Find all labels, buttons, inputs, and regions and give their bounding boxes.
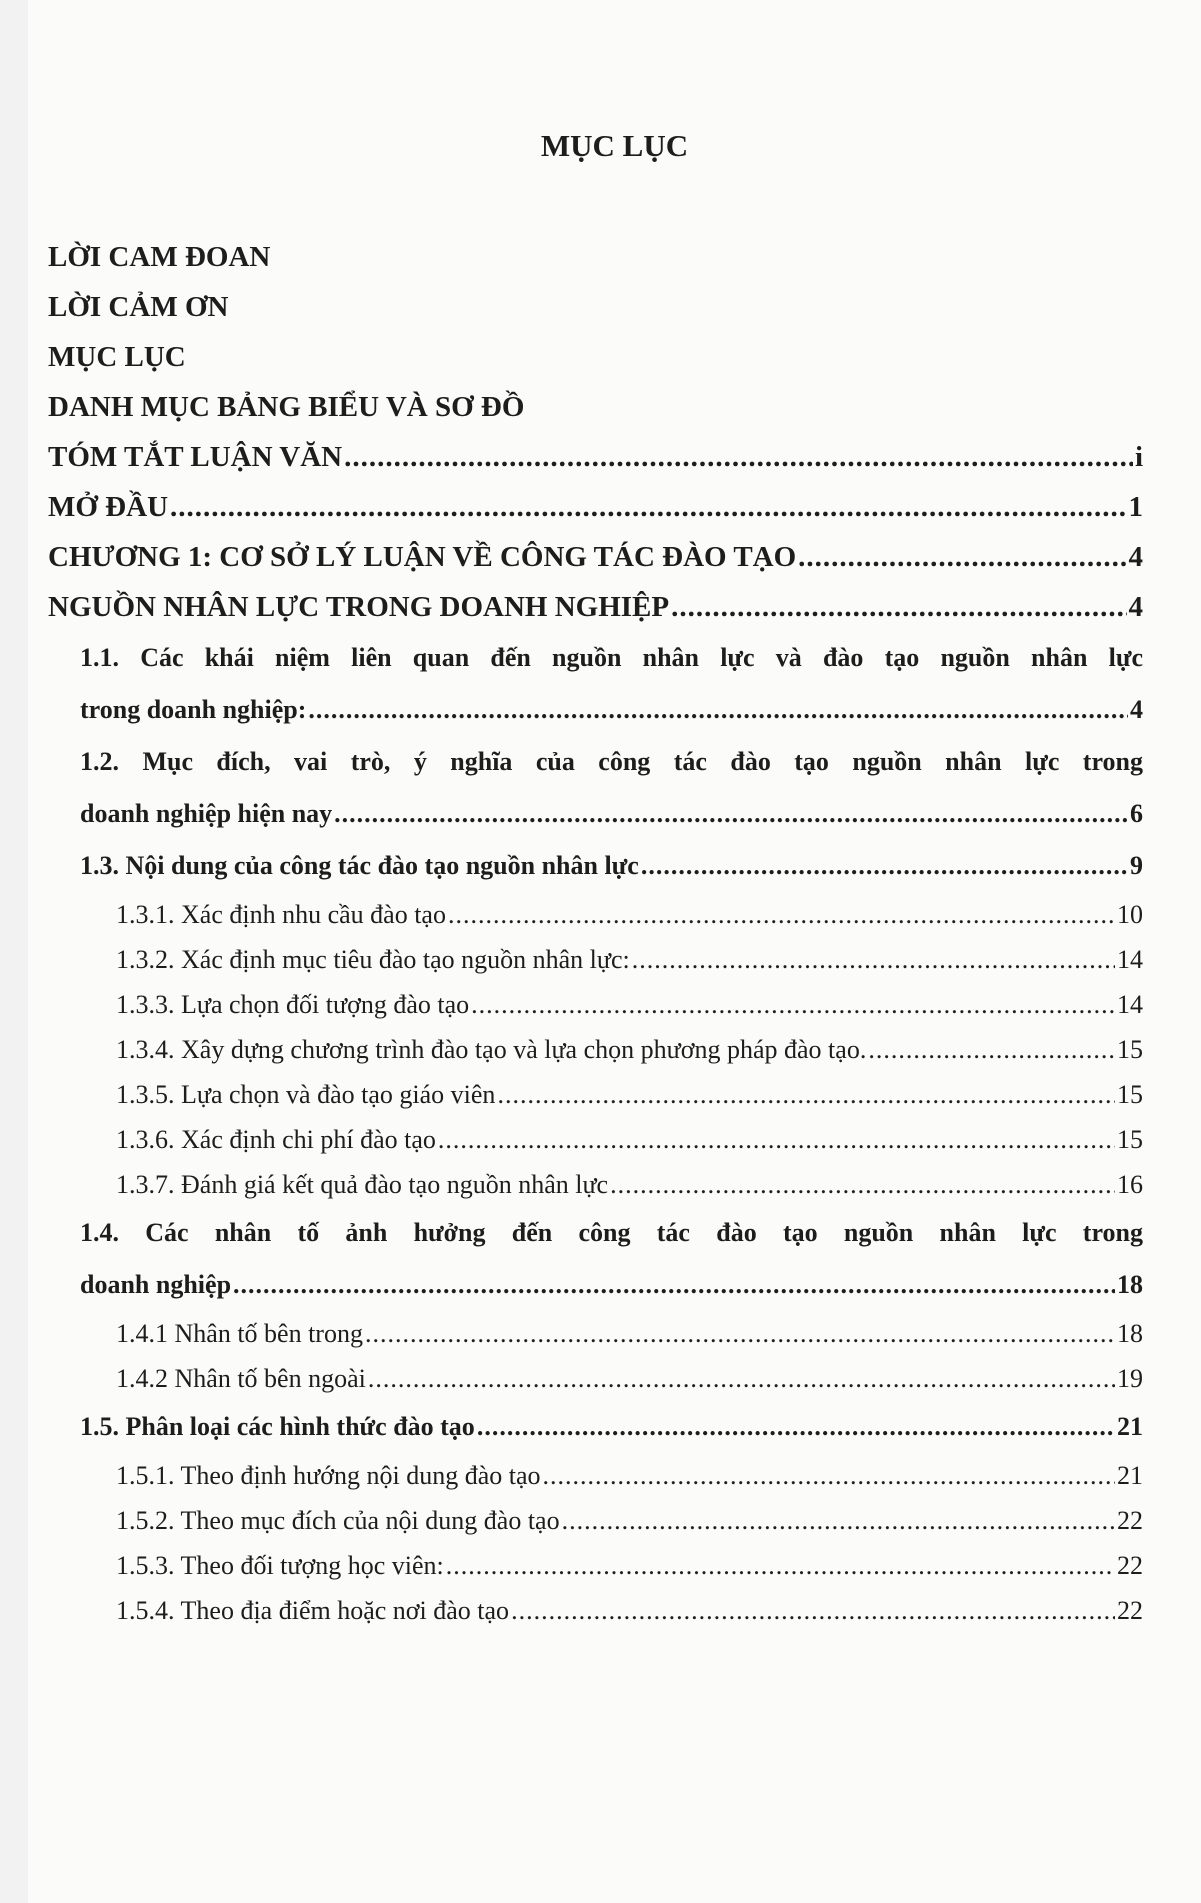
toc-entry-danh-muc-bang-bieu[interactable]: [48, 382, 1143, 432]
toc-entry-label: 1.4.2 Nhân tố bên ngoài: [116, 1364, 366, 1393]
toc-entry-label: 1.3. Nội dung của công tác đào tạo nguồn nhân lực: [80, 851, 639, 880]
dot-leader: [448, 892, 1115, 937]
toc-page-number: 4: [1130, 695, 1143, 724]
toc-entry-label: MỤC LỤC: [48, 341, 186, 373]
document-page: [28, 0, 1201, 1903]
toc-entry-1-1[interactable]: [80, 632, 1143, 736]
toc-page-number: 15: [1117, 1035, 1143, 1064]
toc-page-number: 10: [1117, 900, 1143, 929]
toc-entry-label: 1.3.3. Lựa chọn đối tượng đào tạo: [116, 990, 470, 1019]
table-of-contents: [48, 232, 1143, 1633]
toc-entry-label: 1.5.4. Theo địa điểm hoặc nơi đào tạo: [116, 1596, 510, 1625]
toc-entry-label: 1.5. Phân loại các hình thức đào tạo: [80, 1412, 475, 1441]
dot-leader: [368, 1356, 1115, 1401]
toc-entry-label: MỞ ĐẦU: [48, 491, 169, 523]
toc-entry-label: 1.3.2. Xác định mục tiêu đào tạo nguồn nhân lực:: [116, 945, 630, 974]
dot-leader: [798, 532, 1126, 582]
toc-entry-label: 1.5.2. Theo mục đích của nội dung đào tạo: [116, 1506, 560, 1535]
dot-leader: [365, 1311, 1115, 1356]
toc-entry-1-3[interactable]: [80, 840, 1143, 892]
dot-leader: [497, 1072, 1115, 1117]
toc-page-number: 6: [1130, 799, 1143, 828]
toc-page-number: 14: [1117, 990, 1143, 1019]
toc-entry-label: 1.5.1. Theo định hướng nội dung đào tạo: [116, 1461, 541, 1490]
toc-page-number: 9: [1130, 851, 1143, 880]
dot-leader: [543, 1453, 1115, 1498]
dot-leader: [868, 1027, 1115, 1072]
toc-entry-1-5-1[interactable]: [116, 1453, 1143, 1498]
toc-entry-loi-cam-doan[interactable]: [48, 232, 1143, 282]
toc-entry-label-line2: doanh nghiệp: [80, 1270, 232, 1299]
toc-page-number: 21: [1117, 1461, 1143, 1490]
toc-page-number: 18: [1117, 1270, 1143, 1299]
dot-leader: [671, 582, 1126, 632]
dot-leader: [610, 1162, 1115, 1207]
toc-entry-tom-tat[interactable]: [48, 432, 1143, 482]
dot-leader: [308, 684, 1128, 736]
dot-leader: [438, 1117, 1115, 1162]
dot-leader: [233, 1259, 1115, 1311]
toc-entry-label-line1: 1.2. Mục đích, vai trò, ý nghĩa của công tác đào tạo nguồn nhân lực trong: [80, 747, 1143, 776]
toc-page-number: 15: [1117, 1080, 1143, 1109]
toc-page-number: 1: [1128, 491, 1143, 523]
toc-page-number: 22: [1117, 1506, 1143, 1535]
dot-leader: [344, 432, 1133, 482]
dot-leader: [446, 1543, 1115, 1588]
toc-entry-1-3-3[interactable]: [116, 982, 1143, 1027]
toc-page-number: 19: [1117, 1364, 1143, 1393]
toc-entry-1-3-6[interactable]: [116, 1117, 1143, 1162]
toc-entry-1-3-4[interactable]: [116, 1027, 1143, 1072]
dot-leader: [170, 482, 1126, 532]
toc-page-number: i: [1134, 441, 1143, 473]
toc-entry-label: 1.3.1. Xác định nhu cầu đào tạo: [116, 900, 446, 929]
toc-page-number: 15: [1117, 1125, 1143, 1154]
toc-page-number: 21: [1117, 1412, 1143, 1441]
toc-page-number: 4: [1128, 591, 1143, 623]
toc-entry-1-5-4[interactable]: [116, 1588, 1143, 1633]
dot-leader: [511, 1588, 1115, 1633]
toc-entry-label: CHƯƠNG 1: CƠ SỞ LÝ LUẬN VỀ CÔNG TÁC ĐÀO TẠO: [48, 541, 797, 573]
toc-entry-label-line1: 1.4. Các nhân tố ảnh hưởng đến công tác đào tạo nguồn nhân lực trong: [80, 1218, 1143, 1247]
toc-entry-label: 1.4.1 Nhân tố bên trong: [116, 1319, 363, 1348]
toc-entry-chuong-1-subtitle[interactable]: [48, 582, 1143, 632]
toc-entry-label: LỜI CẢM ƠN: [48, 291, 229, 323]
toc-entry-label-line1: 1.1. Các khái niệm liên quan đến nguồn nhân lực và đào tạo nguồn nhân lực: [80, 643, 1143, 672]
toc-entry-label: LỜI CAM ĐOAN: [48, 241, 271, 273]
toc-page-number: 16: [1117, 1170, 1143, 1199]
dot-leader: [641, 840, 1128, 892]
toc-page-number: 22: [1117, 1596, 1143, 1625]
toc-entry-1-5-3[interactable]: [116, 1543, 1143, 1588]
toc-page-number: 4: [1128, 541, 1143, 573]
toc-entry-muc-luc[interactable]: [48, 332, 1143, 382]
dot-leader: [471, 982, 1115, 1027]
toc-entry-label: 1.3.7. Đánh giá kết quả đào tạo nguồn nhân lực: [116, 1170, 609, 1199]
toc-entry-label: TÓM TẮT LUẬN VĂN: [48, 441, 343, 473]
toc-entry-label-line2: trong doanh nghiệp:: [80, 695, 307, 724]
toc-entry-1-3-2[interactable]: [116, 937, 1143, 982]
toc-entry-1-4-2[interactable]: [116, 1356, 1143, 1401]
dot-leader: [632, 937, 1115, 982]
toc-entry-1-3-5[interactable]: [116, 1072, 1143, 1117]
toc-page-number: 22: [1117, 1551, 1143, 1580]
toc-entry-chuong-1[interactable]: [48, 532, 1143, 582]
toc-entry-loi-cam-on[interactable]: [48, 282, 1143, 332]
dot-leader: [562, 1498, 1115, 1543]
toc-entry-1-3-1[interactable]: [116, 892, 1143, 937]
dot-leader: [334, 788, 1128, 840]
toc-entry-label: NGUỒN NHÂN LỰC TRONG DOANH NGHIỆP: [48, 591, 670, 623]
toc-entry-label: DANH MỤC BẢNG BIỂU VÀ SƠ ĐỒ: [48, 391, 525, 423]
toc-page-number: 18: [1117, 1319, 1143, 1348]
toc-entry-label: 1.3.6. Xác định chi phí đào tạo: [116, 1125, 436, 1154]
toc-entry-mo-dau[interactable]: [48, 482, 1143, 532]
toc-entry-label: 1.3.4. Xây dựng chương trình đào tạo và lựa chọn phương pháp đào tạo.: [116, 1035, 867, 1064]
toc-entry-1-4-1[interactable]: [116, 1311, 1143, 1356]
toc-entry-1-2[interactable]: [80, 736, 1143, 840]
toc-page-number: 14: [1117, 945, 1143, 974]
dot-leader: [477, 1401, 1115, 1453]
page-title: MỤC LỤC: [540, 128, 689, 163]
toc-entry-label-line2: doanh nghiệp hiện nay: [80, 799, 333, 828]
toc-entry-label: 1.5.3. Theo đối tượng học viên:: [116, 1551, 444, 1580]
toc-entry-1-5-2[interactable]: [116, 1498, 1143, 1543]
toc-entry-1-5[interactable]: [80, 1401, 1143, 1453]
toc-entry-1-4[interactable]: [80, 1207, 1143, 1311]
toc-entry-label: 1.3.5. Lựa chọn và đào tạo giáo viên: [116, 1080, 496, 1109]
toc-entry-1-3-7[interactable]: [116, 1162, 1143, 1207]
